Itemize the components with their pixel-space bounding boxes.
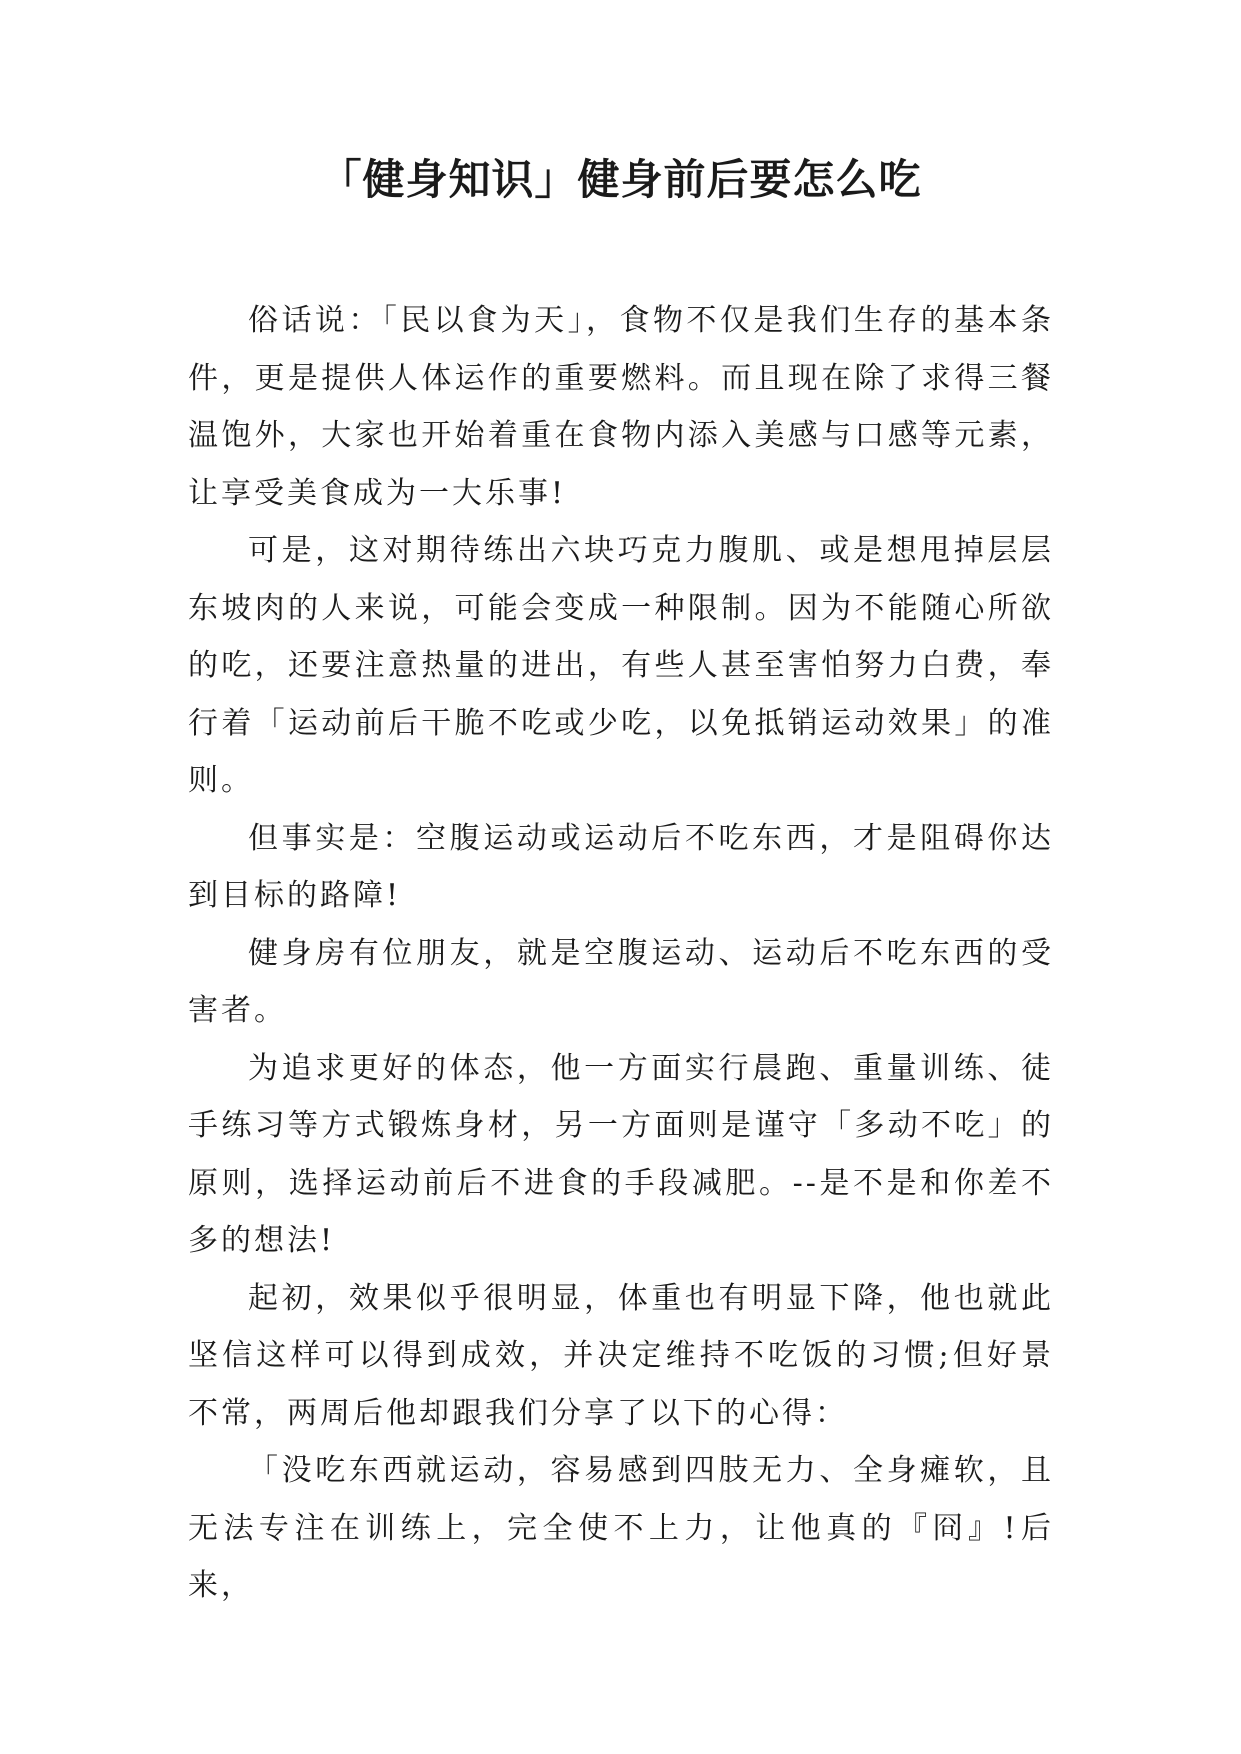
document-body [188,292,1054,1615]
paragraph: 为追求更好的体态，他一方面实行晨跑、重量训练、徒手练习等方式锻炼身材，另一方面则是谨守「多动不吃」的原则，选择运动前后不进食的手段减肥。--是不是和你差不多的想法! [188,1050,1054,1258]
paragraph: 可是，这对期待练出六块巧克力腹肌、或是想甩掉层层东坡肉的人来说，可能会变成一种限制。因为不能随心所欲的吃，还要注意热量的进出，有些人甚至害怕努力白费，奉行着「运动前后干脆不吃或少吃，以免抵销运动效果」的准则。 [188,533,1054,798]
paragraph: 但事实是：空腹运动或运动后不吃东西，才是阻碍你达到目标的路障! [188,820,1054,913]
paragraph: 「没吃东西就运动，容易感到四肢无力、全身瘫软，且无法专注在训练上，完全使不上力，让他真的『冏』!后来， [188,1453,1054,1603]
document-title: 「健身知识」健身前后要怎么吃 [319,155,922,204]
paragraph: 健身房有位朋友，就是空腹运动、运动后不吃东西的受害者。 [188,935,1054,1028]
paragraph: 起初，效果似乎很明显，体重也有明显下降，他也就此坚信这样可以得到成效，并决定维持不吃饭的习惯;但好景不常，两周后他却跟我们分享了以下的心得： [188,1280,1054,1431]
paragraph: 俗话说：「民以食为天」，食物不仅是我们生存的基本条件，更是提供人体运作的重要燃料。而且现在除了求得三餐温饱外，大家也开始着重在食物内添入美感与口感等元素，让享受美食成为一大乐事! [188,303,1054,511]
